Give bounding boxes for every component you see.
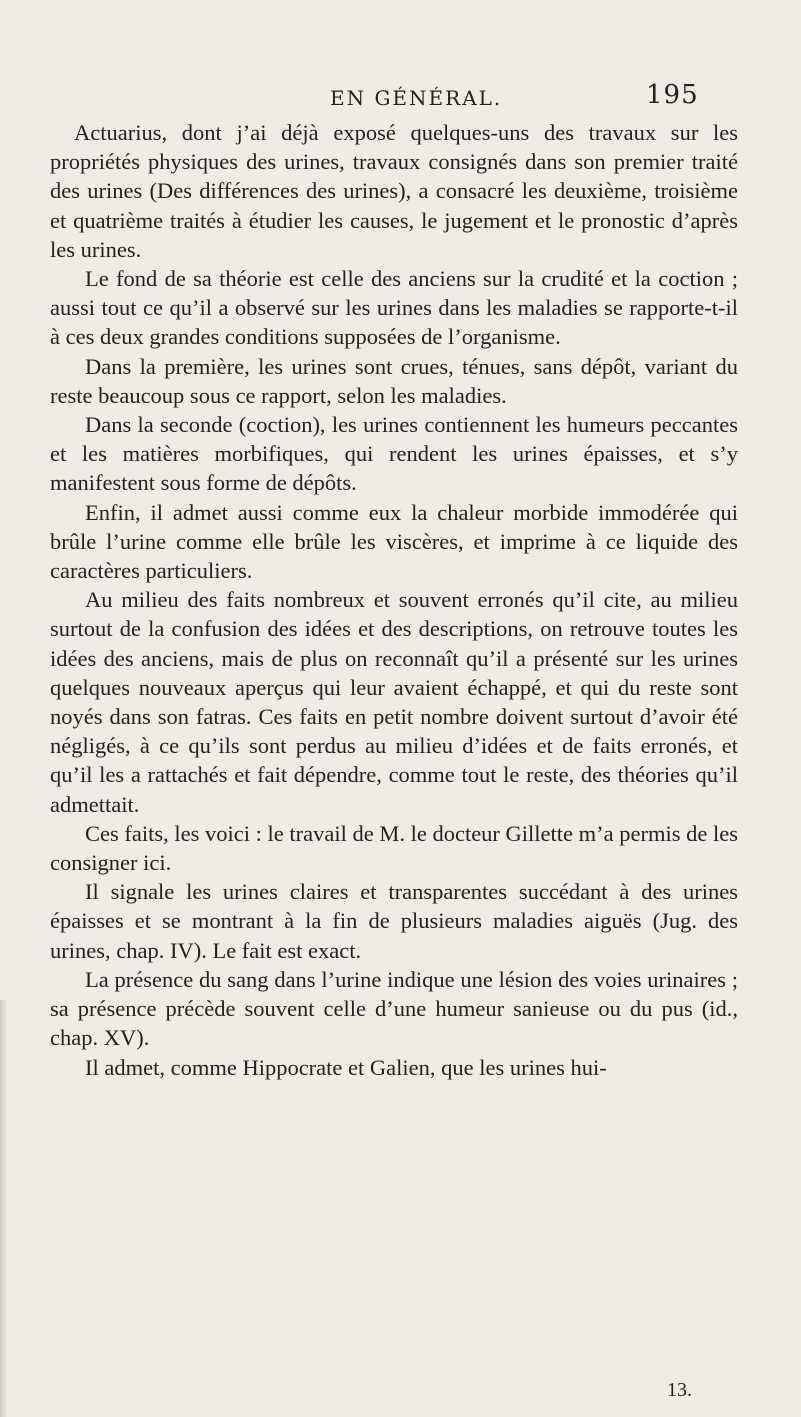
paragraph-4: Dans la seconde (coction), les urines contiennent les humeurs peccantes et les matières morbifiques, qui rendent les urines épaisses, et s’y manifestent sous forme de dépôts. bbox=[50, 412, 738, 496]
paragraph-9: La présence du sang dans l’urine indique une lésion des voies urinaires ; sa présence précède souvent celle d’une humeur sanieuse ou du pus (id., chap. XV). bbox=[50, 966, 738, 1051]
paragraph-8: Il signale les urines claires et transparentes succédant à des urines épaisses et se montrant à la fin de plusieurs maladies aiguës (Jug. des urines, chap. IV). Le fait est exact. bbox=[50, 879, 738, 963]
paragraph-6: Au milieu des faits nombreux et souvent erronés qu’il cite, au milieu surtout de la confusion des idées et des descriptions, on retrouve toutes les idées des anciens, mais de plus on reconnaît qu’il a présenté sur les urines quelques nouveaux aperçus qui leur avaient échappé, et qui du reste sont noyés dans son fatras. Ces faits en petit nombre doivent surtout d’avoir été négligés, à ce qu’ils sont perdus au milieu d’idées et de faits erronés, et qu’il les a rattachés et fait dépendre, comme tout le reste, des théories qu’il admettait. bbox=[50, 587, 738, 817]
page-number: 195 bbox=[646, 80, 699, 110]
paragraph-5: Enfin, il admet aussi comme eux la chaleur morbide immodérée qui brûle l’urine comme elle brûle les viscères, et imprime à ce liquide des caractères particuliers. bbox=[50, 499, 738, 584]
paragraph-10: Il admet, comme Hippocrate et Galien, que les urines hui- bbox=[85, 1054, 607, 1080]
running-head bbox=[250, 80, 741, 114]
paragraph-2: Le fond de sa théorie est celle des anciens sur la crudité et la coction ; aussi tout ce qu’il a observé sur les urines dans les maladies se rapporte-t-il à ces deux grandes conditions supposées de l’organisme. bbox=[50, 266, 738, 350]
running-title: EN GÉNÉRAL. bbox=[330, 86, 503, 110]
paragraph-3: Dans la première, les urines sont crues, ténues, sans dépôt, variant du reste beaucoup sous ce rapport, selon les maladies. bbox=[50, 353, 738, 408]
page-edge-shadow bbox=[0, 1000, 8, 1417]
body-text bbox=[50, 118, 738, 1082]
signature-mark: 13. bbox=[667, 1379, 692, 1401]
paragraph-1: Actuarius, dont j’ai déjà exposé quelques-uns des travaux sur les propriétés physiques des urines, travaux consignés dans son premier traité des urines (Des différences des urines), a consacré les deuxième, troisième et quatrième traités à étudier les causes, le jugement et le pronostic d’après les urines. bbox=[50, 120, 738, 262]
paragraph-7: Ces faits, les voici : le travail de M. le docteur Gillette m’a permis de les consigner ici. bbox=[50, 820, 738, 876]
